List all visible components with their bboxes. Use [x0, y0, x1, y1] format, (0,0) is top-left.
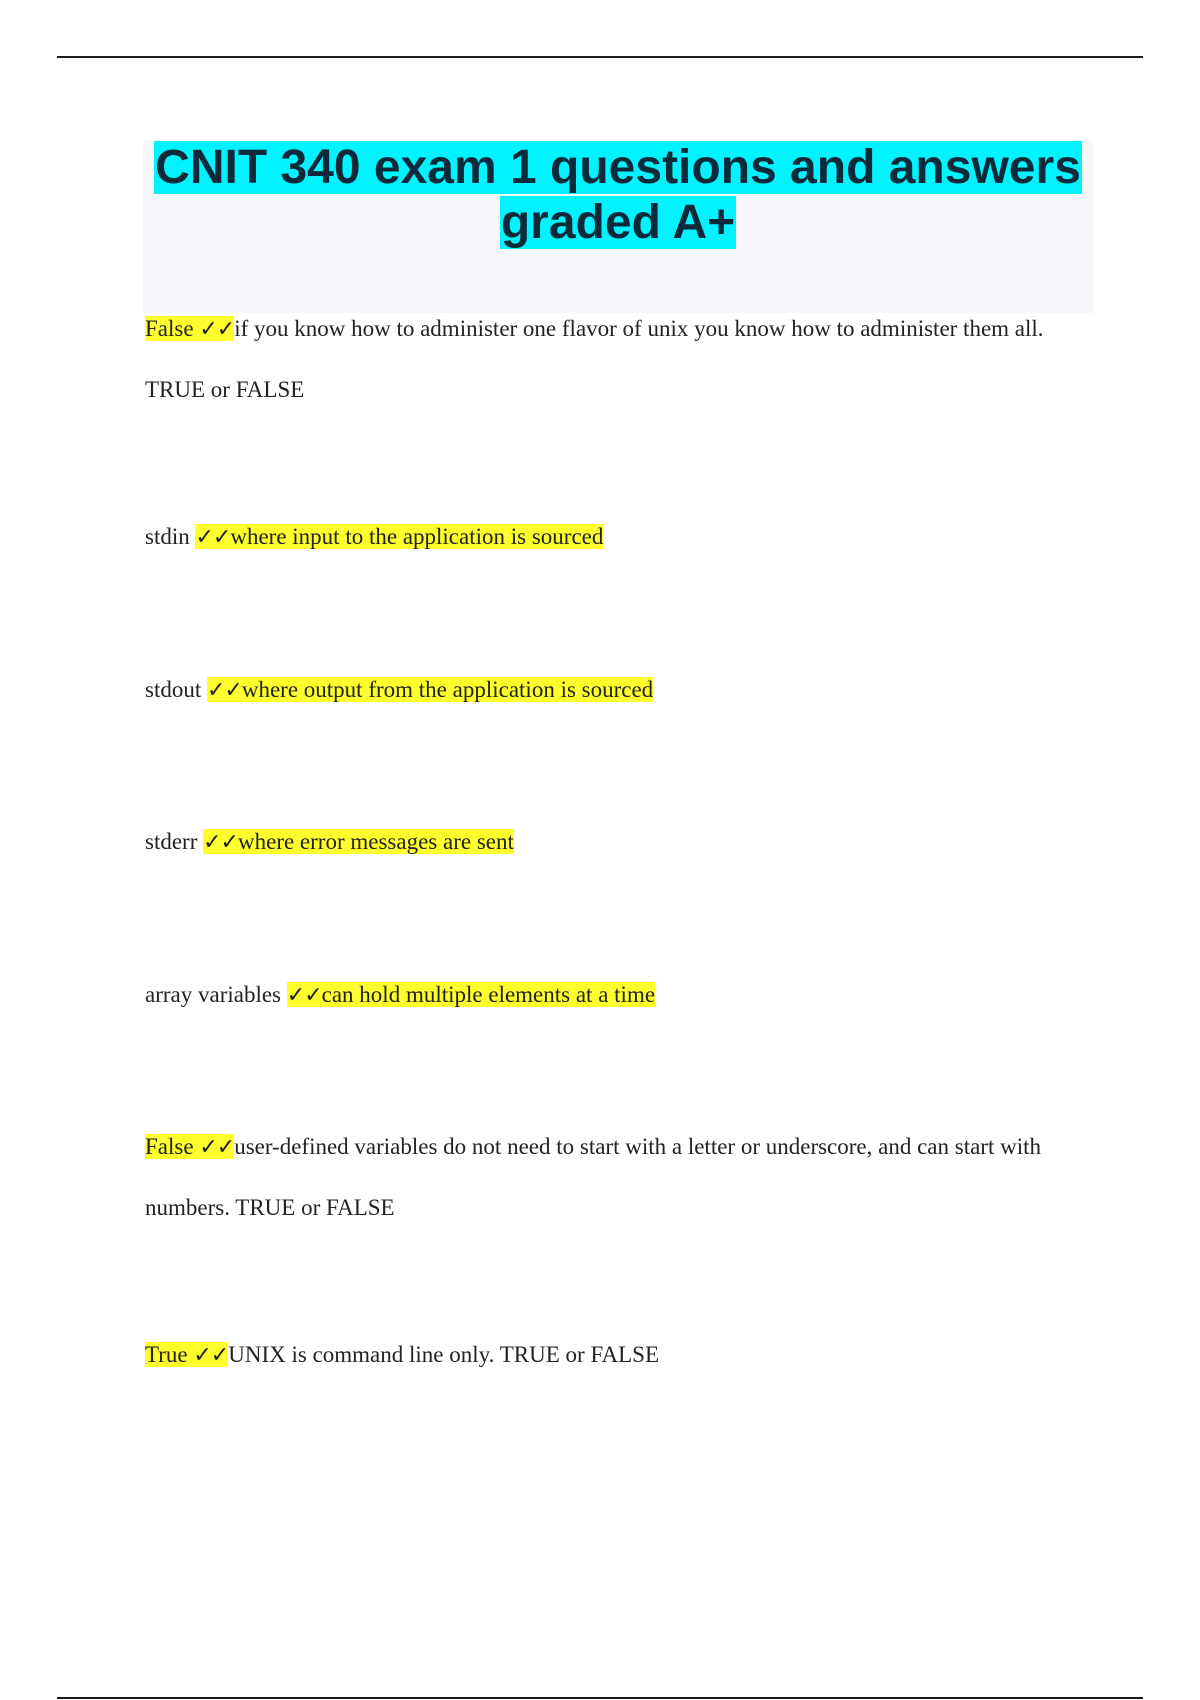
definition-highlight — [203, 829, 514, 854]
definition-highlight — [195, 524, 603, 549]
check-icon: ✓✓ — [199, 1135, 235, 1160]
qa-item-5 — [145, 965, 1075, 1026]
definition: where error messages are sent — [238, 829, 514, 854]
term: stdin — [145, 524, 190, 549]
qa-item-6 — [145, 1117, 1075, 1238]
term: stdout — [145, 677, 202, 702]
qa-item-1 — [145, 299, 1075, 420]
definition: can hold multiple elements at a time — [321, 982, 656, 1007]
term-highlight — [145, 1342, 228, 1367]
qa-item-4 — [145, 812, 1075, 873]
term: array variables — [145, 982, 282, 1007]
check-icon: ✓✓ — [206, 678, 242, 703]
definition: UNIX is command line only. TRUE or FALSE — [228, 1342, 660, 1367]
title-line-2: graded A+ — [500, 196, 736, 249]
term: False — [145, 316, 194, 341]
definition: user-defined variables do not need to start with a letter or underscore, and can start with numbers. TRUE or FALSE — [145, 1134, 1041, 1220]
check-icon: ✓✓ — [203, 830, 238, 855]
check-icon: ✓✓ — [193, 1343, 229, 1368]
term-highlight — [145, 1134, 234, 1159]
bottom-rule — [57, 1697, 1143, 1699]
qa-item-7 — [145, 1325, 1075, 1386]
qa-item-3 — [145, 660, 1075, 721]
term: stderr — [145, 829, 198, 854]
term: True — [145, 1342, 188, 1367]
top-rule — [57, 56, 1143, 58]
check-icon: ✓✓ — [195, 525, 231, 550]
check-icon: ✓✓ — [199, 317, 235, 342]
definition-highlight — [287, 982, 655, 1007]
check-icon: ✓✓ — [286, 983, 322, 1008]
definition: if you know how to administer one flavor of unix you know how to administer them all. TRUE or FALSE — [145, 316, 1044, 402]
term-highlight — [145, 316, 234, 341]
page-title — [143, 140, 1093, 250]
definition-highlight — [207, 677, 653, 702]
term: False — [145, 1134, 194, 1159]
title-block — [143, 140, 1093, 313]
title-line-1: CNIT 340 exam 1 questions and answers — [155, 141, 1081, 194]
qa-item-2 — [145, 507, 1075, 568]
definition: where output from the application is sourced — [241, 677, 654, 702]
definition: where input to the application is sourced — [230, 524, 604, 549]
